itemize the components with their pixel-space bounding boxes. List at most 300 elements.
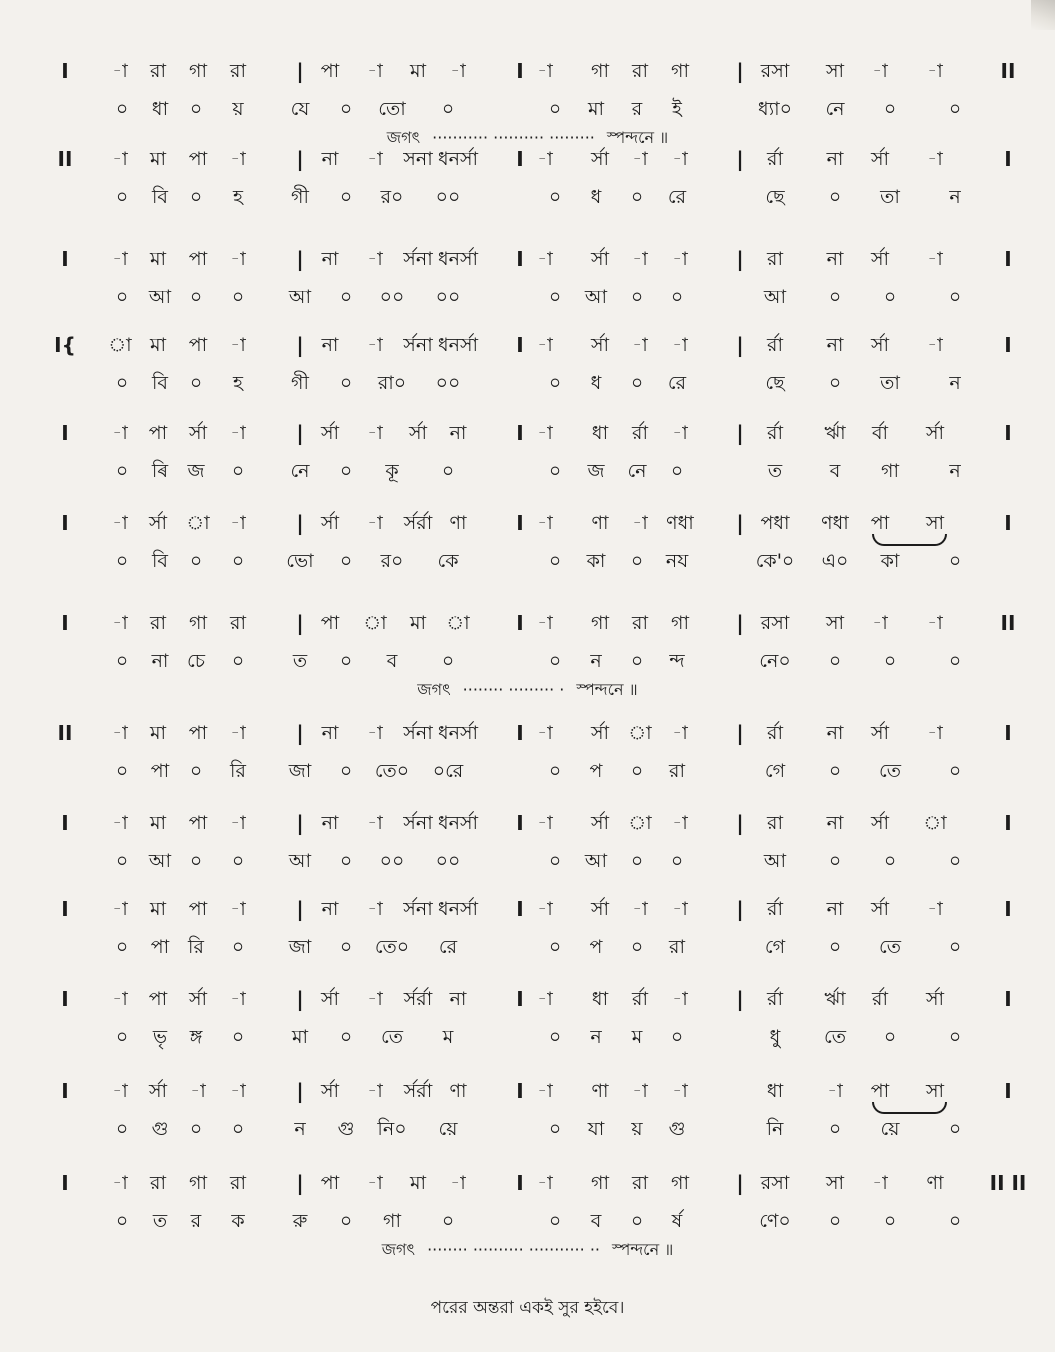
swara-note: গা — [591, 612, 609, 634]
lyric-syllable: তে — [879, 760, 901, 782]
refrain-end: স্পন্দনে ॥ — [606, 128, 669, 147]
refrain-dots: ········ ········· · — [462, 680, 565, 699]
lyric-syllable: ০ — [339, 186, 353, 208]
lyric-syllable: ০ — [115, 850, 129, 872]
lyric-syllable: ধ — [590, 372, 602, 394]
swara-note: পা — [320, 1172, 340, 1194]
barline: I — [61, 987, 69, 1011]
lyric-syllable: রু — [292, 1210, 308, 1232]
lyric-syllable: কে — [437, 550, 459, 572]
lyric-syllable: রা০ — [377, 372, 407, 394]
lyric-syllable: রা — [669, 936, 685, 958]
swara-note: র্সর্রা — [403, 512, 433, 534]
lyric-line — [0, 756, 1055, 786]
lyric-syllable: ণে০ — [759, 1210, 791, 1232]
swara-note: পা — [188, 722, 208, 744]
swara-note: র্বা — [871, 422, 889, 444]
swara-note: -া — [672, 334, 688, 356]
lyric-syllable: ০ — [948, 98, 962, 120]
swara-note: সা — [825, 60, 845, 82]
lyric-syllable: আ — [288, 850, 312, 872]
swara-note: র্সা — [870, 248, 890, 270]
lyric-syllable: ০ — [115, 372, 129, 394]
swara-note: ধনর্সা — [437, 898, 479, 920]
lyric-syllable: র — [190, 1210, 202, 1232]
lyric-syllable: গা — [383, 1210, 401, 1232]
swara-note: -া — [537, 898, 553, 920]
swara-note: -া — [672, 722, 688, 744]
page-corner — [1031, 0, 1055, 30]
swara-note: -া — [367, 1172, 383, 1194]
lyric-syllable: নি০ — [377, 1118, 407, 1140]
barline: I — [1004, 333, 1012, 357]
swara-note: -া — [632, 334, 648, 356]
swara-note: -া — [927, 722, 943, 744]
swara-note: রা — [632, 612, 648, 634]
swara-note: -া — [537, 512, 553, 534]
swara-note: না — [826, 334, 844, 356]
lyric-syllable: ০ — [548, 850, 562, 872]
swara-note: র্রা — [767, 422, 783, 444]
swara-note: -া — [450, 1172, 466, 1194]
swara-note: ধা — [591, 988, 609, 1010]
lyric-syllable: ০ — [630, 936, 644, 958]
lyric-line — [0, 1206, 1055, 1236]
lyric-syllable: ০ — [828, 186, 842, 208]
lyric-syllable: তা — [880, 186, 900, 208]
swara-note: ধনর্সা — [437, 722, 479, 744]
lyric-syllable: ০ — [548, 286, 562, 308]
barline: | — [296, 247, 304, 271]
barline: | — [736, 147, 744, 171]
swara-line — [0, 56, 1055, 86]
swara-note: রা — [632, 1172, 648, 1194]
slur-mark — [872, 534, 947, 546]
lyric-syllable: ০ — [948, 286, 962, 308]
swara-note: পা — [148, 422, 168, 444]
lyric-syllable: না — [151, 650, 169, 672]
swara-note: র্সা — [870, 148, 890, 170]
barline: | — [736, 59, 744, 83]
lyric-syllable: ধ্যা০ — [757, 98, 793, 120]
swara-note: র্সা — [320, 512, 340, 534]
lyric-syllable: র০ — [380, 550, 404, 572]
swara-line — [0, 144, 1055, 174]
swara-note: পধা — [760, 512, 790, 534]
lyric-syllable: ০ — [339, 286, 353, 308]
swara-note: -া — [672, 148, 688, 170]
lyric-syllable: আ — [584, 286, 608, 308]
swara-note: -া — [230, 422, 246, 444]
lyric-syllable: ০ — [189, 98, 203, 120]
swara-note: মা — [149, 722, 167, 744]
lyric-syllable: ০ — [189, 1118, 203, 1140]
lyric-syllable: ধু — [769, 1026, 781, 1048]
swara-note: ণা — [926, 1172, 944, 1194]
swara-line — [0, 608, 1055, 638]
swara-note: মা — [409, 60, 427, 82]
barline: | — [296, 611, 304, 635]
lyric-syllable: ০ — [441, 460, 455, 482]
lyric-syllable: ০ — [189, 372, 203, 394]
swara-note: র্সা — [870, 812, 890, 834]
swara-note: না — [321, 722, 339, 744]
lyric-syllable: ০ — [630, 650, 644, 672]
swara-note: সনা — [403, 148, 433, 170]
lyric-syllable: ০ — [630, 550, 644, 572]
swara-note: রা — [230, 60, 246, 82]
lyric-syllable: ০ — [948, 550, 962, 572]
swara-note: র্সনা — [403, 898, 433, 920]
lyric-syllable: ০ — [630, 372, 644, 394]
barline: I — [1004, 421, 1012, 445]
lyric-syllable: জা — [288, 936, 312, 958]
swara-note: না — [449, 422, 467, 444]
barline: I — [61, 897, 69, 921]
lyric-syllable: কে'০ — [755, 550, 795, 572]
refrain-end: স্পন্দনে ॥ — [611, 1240, 674, 1259]
refrain-start: জগৎ — [381, 1240, 416, 1259]
swara-line — [0, 418, 1055, 448]
lyric-syllable: য় — [232, 98, 244, 120]
lyric-syllable: ০ — [948, 1118, 962, 1140]
swara-note: গা — [591, 60, 609, 82]
swara-note: র্সা — [870, 334, 890, 356]
lyric-syllable: ঙ্গ — [189, 1026, 203, 1048]
swara-note: পা — [188, 812, 208, 834]
lyric-syllable: ম — [631, 1026, 643, 1048]
barline: | — [296, 59, 304, 83]
lyric-syllable: ০ — [548, 760, 562, 782]
lyric-syllable: চে — [187, 650, 205, 672]
lyric-syllable: ০ — [548, 650, 562, 672]
barline: I — [1004, 987, 1012, 1011]
swara-note: না — [321, 148, 339, 170]
barline: I — [516, 1079, 524, 1103]
swara-note: রা — [150, 1172, 166, 1194]
swara-note: র্সা — [590, 334, 610, 356]
lyric-syllable: আ — [148, 286, 172, 308]
lyric-syllable: ০ — [828, 1210, 842, 1232]
swara-note: -া — [672, 248, 688, 270]
swara-note: র্সর্রা — [403, 988, 433, 1010]
swara-note: র্রা — [767, 898, 783, 920]
swara-note: ধা — [591, 422, 609, 444]
lyric-syllable: তে০ — [374, 760, 410, 782]
lyric-syllable: ০ — [883, 98, 897, 120]
swara-note: -া — [367, 722, 383, 744]
barline: | — [736, 611, 744, 635]
lyric-syllable: গু — [668, 1118, 686, 1140]
barline: I — [61, 1171, 69, 1195]
lyric-syllable: ০ — [548, 1026, 562, 1048]
lyric-syllable: ধ — [590, 186, 602, 208]
lyric-syllable: গী — [291, 186, 309, 208]
swara-note: -া — [872, 612, 888, 634]
lyric-syllable: পা — [150, 760, 170, 782]
swara-note: না — [321, 334, 339, 356]
barline: I{ — [54, 333, 76, 357]
swara-note: রসা — [760, 60, 790, 82]
lyric-syllable: জা — [288, 760, 312, 782]
swara-note: -া — [672, 812, 688, 834]
swara-note: -া — [230, 1080, 246, 1102]
swara-note: -া — [367, 512, 383, 534]
barline: I — [61, 421, 69, 445]
swara-note: -া — [537, 60, 553, 82]
lyric-syllable: নয — [665, 550, 689, 572]
swara-note: -া — [632, 512, 648, 534]
barline: I — [516, 511, 524, 535]
swara-note: ণা — [449, 1080, 467, 1102]
swara-note: র্সর্রা — [403, 1080, 433, 1102]
swara-note: -া — [537, 988, 553, 1010]
swara-note: র্সা — [320, 988, 340, 1010]
swara-note: র্সনা — [403, 722, 433, 744]
lyric-syllable: আ — [148, 850, 172, 872]
swara-note: রা — [767, 248, 783, 270]
lyric-syllable: ০ — [115, 550, 129, 572]
lyric-syllable: ০ — [339, 372, 353, 394]
swara-note: র্রা — [767, 722, 783, 744]
lyric-syllable: গু — [151, 1118, 169, 1140]
lyric-syllable: ন — [949, 460, 961, 482]
swara-line — [0, 894, 1055, 924]
lyric-syllable: হ — [233, 372, 243, 394]
lyric-syllable: ০ — [883, 1026, 897, 1048]
swara-note: পা — [870, 512, 890, 534]
lyric-syllable: ০ — [828, 936, 842, 958]
swara-note: র্রা — [767, 988, 783, 1010]
barline: I — [516, 333, 524, 357]
swara-note: ধনর্সা — [437, 812, 479, 834]
swara-note: -া — [537, 612, 553, 634]
swara-note: া — [363, 612, 387, 634]
lyric-syllable: ০ — [115, 936, 129, 958]
lyric-syllable: ০ — [548, 460, 562, 482]
barline: I — [516, 421, 524, 445]
lyric-syllable: ০ — [548, 1118, 562, 1140]
swara-note: -া — [367, 248, 383, 270]
lyric-syllable: কা — [880, 550, 900, 572]
lyric-syllable: ০ — [339, 550, 353, 572]
lyric-syllable: কা — [586, 550, 606, 572]
lyric-syllable: তো — [378, 98, 406, 120]
swara-note: পা — [320, 612, 340, 634]
swara-note: মা — [149, 148, 167, 170]
barline: | — [736, 511, 744, 535]
lyric-syllable: ন — [590, 1026, 602, 1048]
lyric-syllable: ০ — [828, 286, 842, 308]
barline: I — [516, 1171, 524, 1195]
swara-note: র্সনা — [403, 812, 433, 834]
swara-note: -া — [537, 248, 553, 270]
lyric-syllable: ন — [949, 372, 961, 394]
lyric-syllable: ০০ — [435, 850, 461, 872]
lyric-syllable: যে — [290, 98, 310, 120]
lyric-syllable: ন — [949, 186, 961, 208]
lyric-syllable: ০ — [189, 850, 203, 872]
swara-note: রা — [632, 60, 648, 82]
swara-note: মা — [409, 612, 427, 634]
lyric-syllable: র০ — [380, 186, 404, 208]
lyric-syllable: আ — [288, 286, 312, 308]
barline: | — [296, 811, 304, 835]
lyric-syllable: গী — [291, 372, 309, 394]
lyric-syllable: ০ — [115, 460, 129, 482]
swara-note: -া — [112, 898, 128, 920]
swara-note: -া — [230, 988, 246, 1010]
lyric-syllable: ০০ — [379, 850, 405, 872]
lyric-syllable: ০ — [548, 186, 562, 208]
swara-line — [0, 1168, 1055, 1198]
lyric-syllable: বি — [151, 550, 169, 572]
lyric-syllable: গা — [881, 460, 899, 482]
lyric-syllable: ৰি — [151, 460, 169, 482]
swara-note: পা — [148, 988, 168, 1010]
lyric-syllable: ব — [590, 1210, 602, 1232]
swara-note: রা — [230, 1172, 246, 1194]
lyric-syllable: ০ — [948, 936, 962, 958]
lyric-syllable: ০ — [339, 760, 353, 782]
refrain-line — [0, 1238, 1055, 1262]
lyric-syllable: তে — [824, 1026, 846, 1048]
swara-note: -া — [112, 422, 128, 444]
lyric-syllable: ০ — [630, 286, 644, 308]
barline: | — [736, 987, 744, 1011]
swara-note: -া — [230, 148, 246, 170]
barline: I — [1004, 247, 1012, 271]
lyric-syllable: ০ — [883, 650, 897, 672]
barline: | — [296, 333, 304, 357]
swara-note: -া — [230, 334, 246, 356]
lyric-syllable: জ — [587, 460, 605, 482]
lyric-syllable: গে — [764, 760, 786, 782]
lyric-syllable: নে — [825, 98, 845, 120]
lyric-syllable: আ — [584, 850, 608, 872]
lyric-syllable: ০ — [339, 936, 353, 958]
swara-note: -া — [537, 812, 553, 834]
swara-note: মা — [149, 898, 167, 920]
lyric-syllable: ০ — [630, 760, 644, 782]
swara-note: র্সা — [925, 988, 945, 1010]
swara-note: ধনর্সা — [437, 148, 479, 170]
swara-note: রসা — [760, 612, 790, 634]
lyric-syllable: ০০ — [435, 372, 461, 394]
swara-line — [0, 718, 1055, 748]
swara-note: ণা — [591, 1080, 609, 1102]
swara-note: -া — [112, 512, 128, 534]
lyric-syllable: বি — [151, 186, 169, 208]
swara-note: সা — [825, 612, 845, 634]
lyric-syllable: ০ — [115, 98, 129, 120]
swara-note: গা — [189, 1172, 207, 1194]
lyric-syllable: ন্দ — [669, 650, 685, 672]
lyric-line — [0, 932, 1055, 962]
swara-note: -া — [537, 148, 553, 170]
lyric-line — [0, 546, 1055, 576]
lyric-syllable: ০ — [948, 650, 962, 672]
swara-note: পা — [188, 148, 208, 170]
swara-note: া — [446, 612, 470, 634]
swara-note: ণধা — [666, 512, 694, 534]
lyric-syllable: ত — [152, 1210, 168, 1232]
barline: | — [736, 421, 744, 445]
swara-note: র্সা — [590, 248, 610, 270]
lyric-syllable: য়ে — [438, 1118, 458, 1140]
swara-note: রা — [150, 612, 166, 634]
lyric-syllable: রে — [667, 372, 687, 394]
lyric-syllable: বি — [151, 372, 169, 394]
lyric-syllable: ০ — [828, 1118, 842, 1140]
swara-note: র্সা — [590, 812, 610, 834]
lyric-syllable: তে — [381, 1026, 403, 1048]
swara-note: -া — [872, 60, 888, 82]
lyric-syllable: ০ — [189, 550, 203, 572]
lyric-syllable: প — [589, 760, 603, 782]
lyric-syllable: রে — [438, 936, 458, 958]
swara-note: -া — [672, 988, 688, 1010]
barline: I — [61, 811, 69, 835]
lyric-syllable: আ — [763, 286, 787, 308]
swara-note: র্ঋা — [824, 422, 846, 444]
barline: I — [1004, 147, 1012, 171]
barline: I — [516, 611, 524, 635]
swara-note: -া — [112, 722, 128, 744]
swara-note: পা — [870, 1080, 890, 1102]
swara-note: না — [826, 812, 844, 834]
lyric-syllable: ভো — [286, 550, 314, 572]
barline: | — [296, 897, 304, 921]
lyric-syllable: ০ — [231, 1026, 245, 1048]
lyric-syllable: ০ — [670, 850, 684, 872]
swara-note: পা — [188, 898, 208, 920]
swara-note: -া — [872, 1172, 888, 1194]
refrain-start: জগৎ — [417, 680, 451, 699]
lyric-syllable: রা — [669, 760, 685, 782]
lyric-syllable: ০ — [189, 760, 203, 782]
barline: I — [1004, 1079, 1012, 1103]
swara-note: -া — [927, 898, 943, 920]
lyric-syllable: ০ — [828, 372, 842, 394]
swara-note: -া — [672, 422, 688, 444]
barline: I — [61, 511, 69, 535]
lyric-syllable: ০ — [670, 460, 684, 482]
barline: I — [516, 721, 524, 745]
swara-note: -া — [632, 898, 648, 920]
lyric-syllable: ০ — [115, 186, 129, 208]
lyric-syllable: ০ — [948, 850, 962, 872]
lyric-syllable: র — [631, 98, 643, 120]
lyric-syllable: ০ — [548, 372, 562, 394]
swara-note: না — [826, 248, 844, 270]
swara-note: না — [826, 148, 844, 170]
swara-note: র্সা — [408, 422, 428, 444]
barline: I — [1004, 897, 1012, 921]
lyric-syllable: ০ — [231, 1118, 245, 1140]
barline: II — [1000, 611, 1016, 635]
barline: I — [516, 811, 524, 835]
swara-note: রা — [150, 60, 166, 82]
swara-note: -া — [450, 60, 466, 82]
lyric-syllable: ০ — [339, 1210, 353, 1232]
swara-note: ণা — [449, 512, 467, 534]
swara-note: ধনর্সা — [437, 334, 479, 356]
swara-note: পা — [188, 334, 208, 356]
lyric-syllable: ০ — [115, 286, 129, 308]
lyric-syllable: ০ — [948, 1026, 962, 1048]
swara-note: -া — [230, 512, 246, 534]
